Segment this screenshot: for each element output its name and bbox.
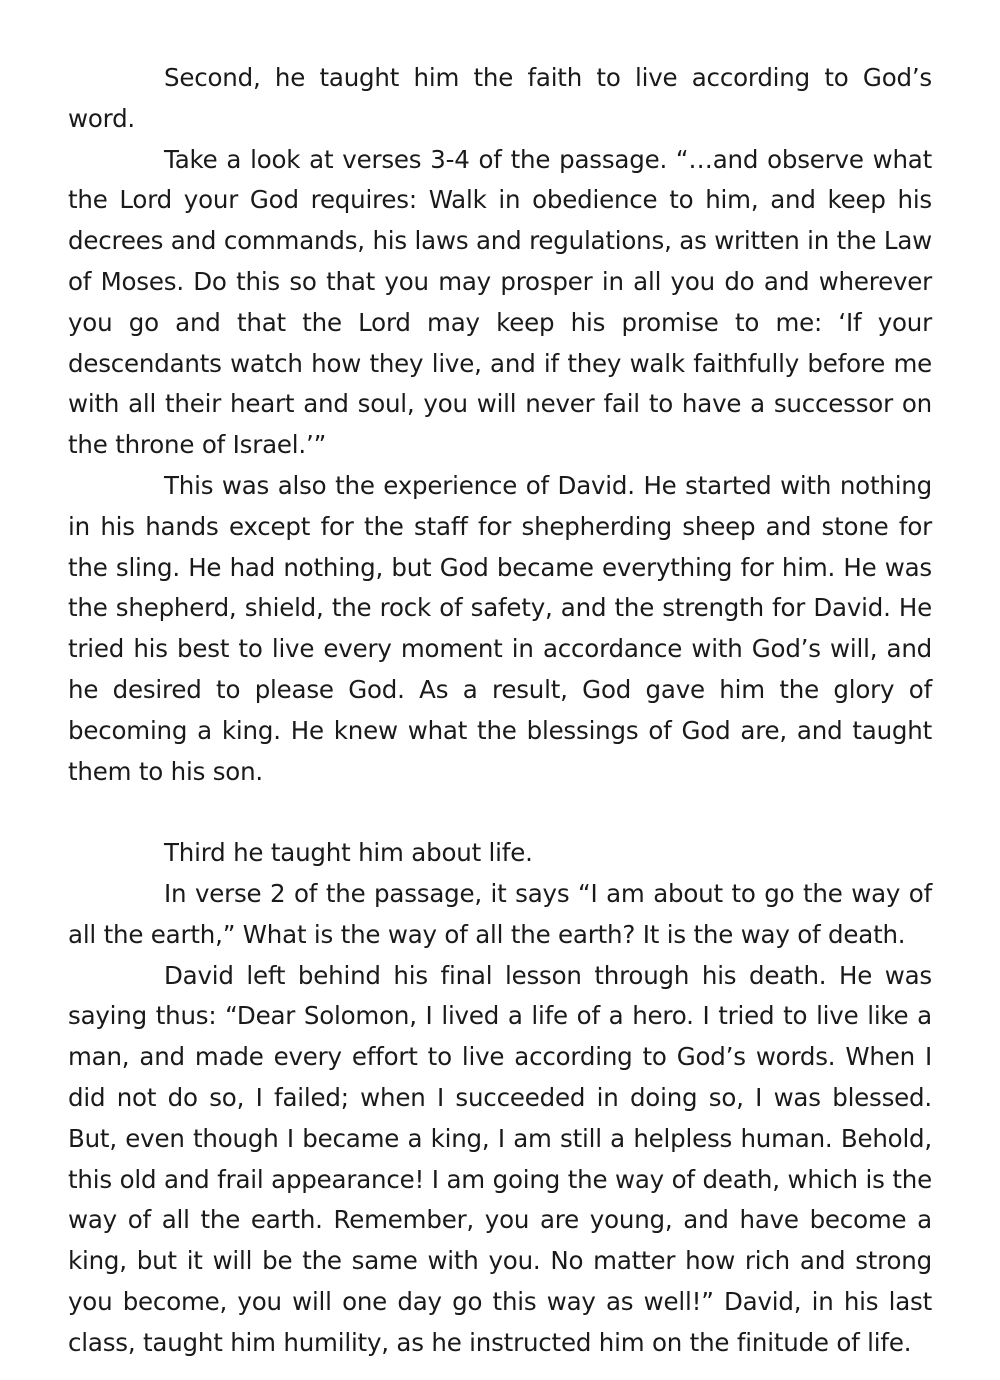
paragraph-spacer	[68, 792, 932, 833]
paragraph-faith-heading: Second, he taught him the faith to live according to God’s word.	[68, 63, 932, 133]
paragraph-verse-2: In verse 2 of the passage, it says “I am about to go the way of all the earth,” What is the way of all the earth? It is the way of death.	[68, 878, 932, 949]
document-page	[68, 58, 932, 1364]
paragraph-life-heading: Third he taught him about life.	[164, 838, 533, 868]
paragraph-final-lesson: David left behind his final lesson through his death. He was saying thus: “Dear Solomon, I lived a life of a hero. I tried to live like a man, and made every effort to live according to God’s words. When I did not do so, I failed; when I succeeded in doing so, I was blessed. But, even though I became a king, I am still a helpless human. Behold, this old and frail appearance! I am going the way of death, which is the way of all the earth. Remember, you are young, and have become a king, but it will be the same with you. No matter how rich and strong you become, you will one day go this way as well!” David, in his last class, taught him humility, as he instructed him on the finitude of life.	[68, 960, 932, 1357]
paragraph-david-experience: This was also the experience of David. He started with nothing in his hands except for the staff for shepherding sheep and stone for the sling. He had nothing, but God became everything for him. He was the shepherd, shield, the rock of safety, and the strength for David. He tried his best to live every moment in accordance with God’s will, and he desired to please God. As a result, God gave him the glory of becoming a king. He knew what the blessings of God are, and taught them to his son.	[68, 470, 932, 786]
paragraph-verses-3-4: Take a look at verses 3-4 of the passage. “…and observe what the Lord your God requires: Walk in obedience to him, and keep his decrees and commands, his laws and regulations, as written in the Law of Moses. Do this so that you may prosper in all you do and wherever you go and that the Lord may keep his promise to me: ‘If your descendants watch how they live, and if they walk faithfully before me with all their heart and soul, you will never fail to have a successor on the throne of Israel.’”	[68, 144, 932, 460]
